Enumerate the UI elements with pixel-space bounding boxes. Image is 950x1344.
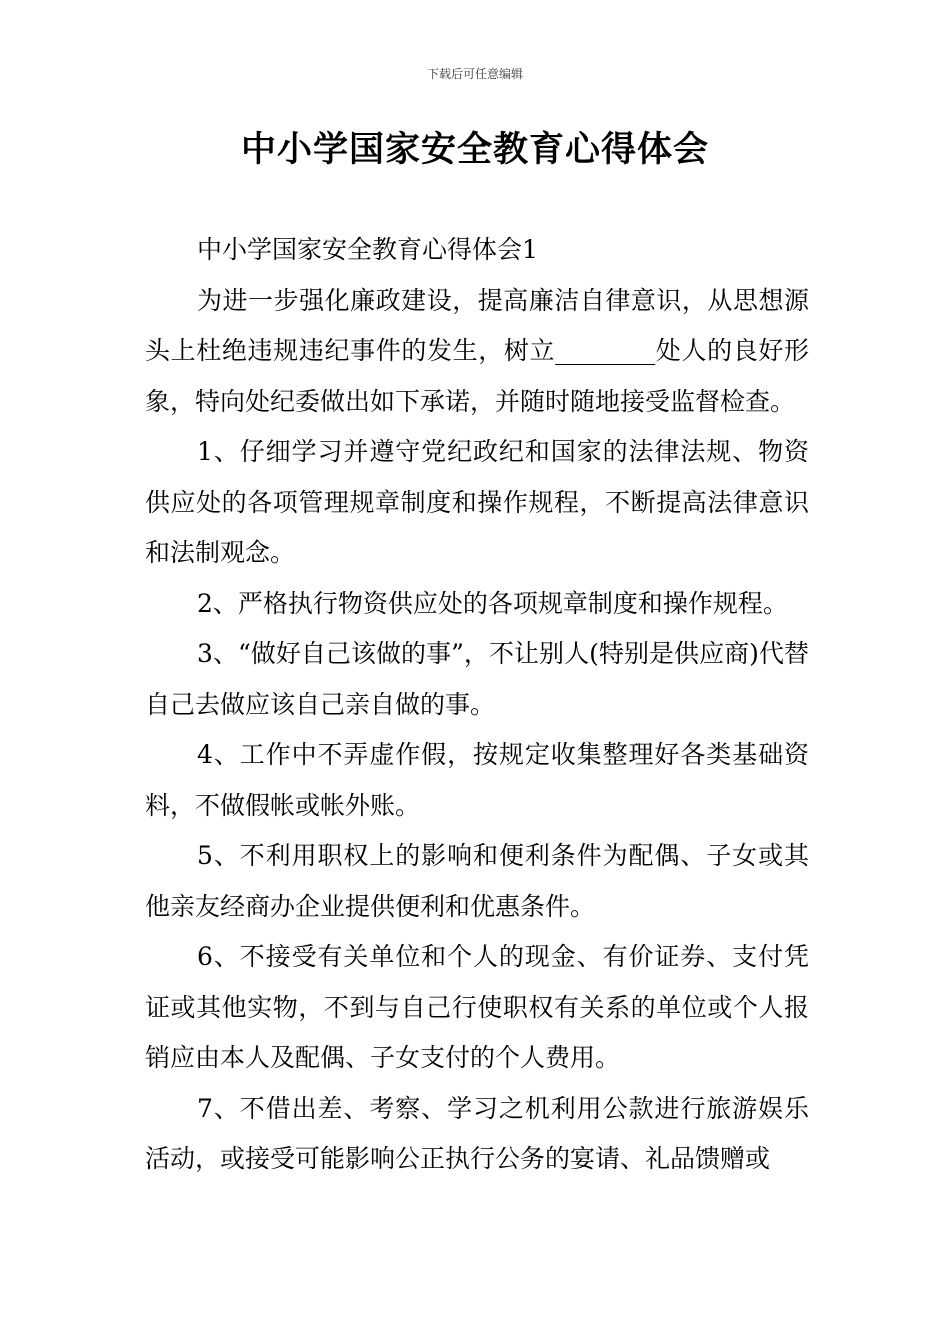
header-note: 下载后可任意编辑 (426, 67, 523, 81)
paragraph-item-3: 3、“做好自己该做的事”，不让别人(特别是供应商)代替自己去做应该自己亲自做的事。 (145, 639, 809, 719)
paragraph-item-6: 6、不接受有关单位和个人的现金、有价证券、支付凭证或其他实物，不到与自己行使职权有关系的单位或个人报销应由本人及配偶、子女支付的个人费用。 (145, 942, 809, 1072)
document-body (145, 225, 809, 1185)
paragraph-item-5: 5、不利用职权上的影响和便利条件为配偶、子女或其他亲友经商办企业提供便利和优惠条件。 (145, 841, 809, 921)
section-heading: 中小学国家安全教育心得体会1 (197, 235, 538, 264)
paragraph-intro: 为进一步强化廉政建设，提高廉洁自律意识，从思想源头上杜绝违规违纪事件的发生，树立________处人的良好形象，特向处纪委做出如下承诺，并随时随地接受监督检查。 (145, 285, 809, 416)
paragraph-item-7: 7、不借出差、考察、学习之机利用公款进行旅游娱乐活动，或接受可能影响公正执行公务的宴请、礼品馈赠或 (145, 1093, 809, 1173)
paragraph-item-2: 2、严格执行物资供应处的各项规章制度和操作规程。 (197, 588, 788, 618)
document-title: 中小学国家安全教育心得体会 (240, 130, 709, 170)
paragraph-item-4: 4、工作中不弄虚作假，按规定收集整理好各类基础资料，不做假帐或帐外账。 (145, 740, 809, 820)
paragraph-item-1: 1、仔细学习并遵守党纪政纪和国家的法律法规、物资供应处的各项管理规章制度和操作规程，不断提高法律意识和法制观念。 (145, 437, 809, 567)
